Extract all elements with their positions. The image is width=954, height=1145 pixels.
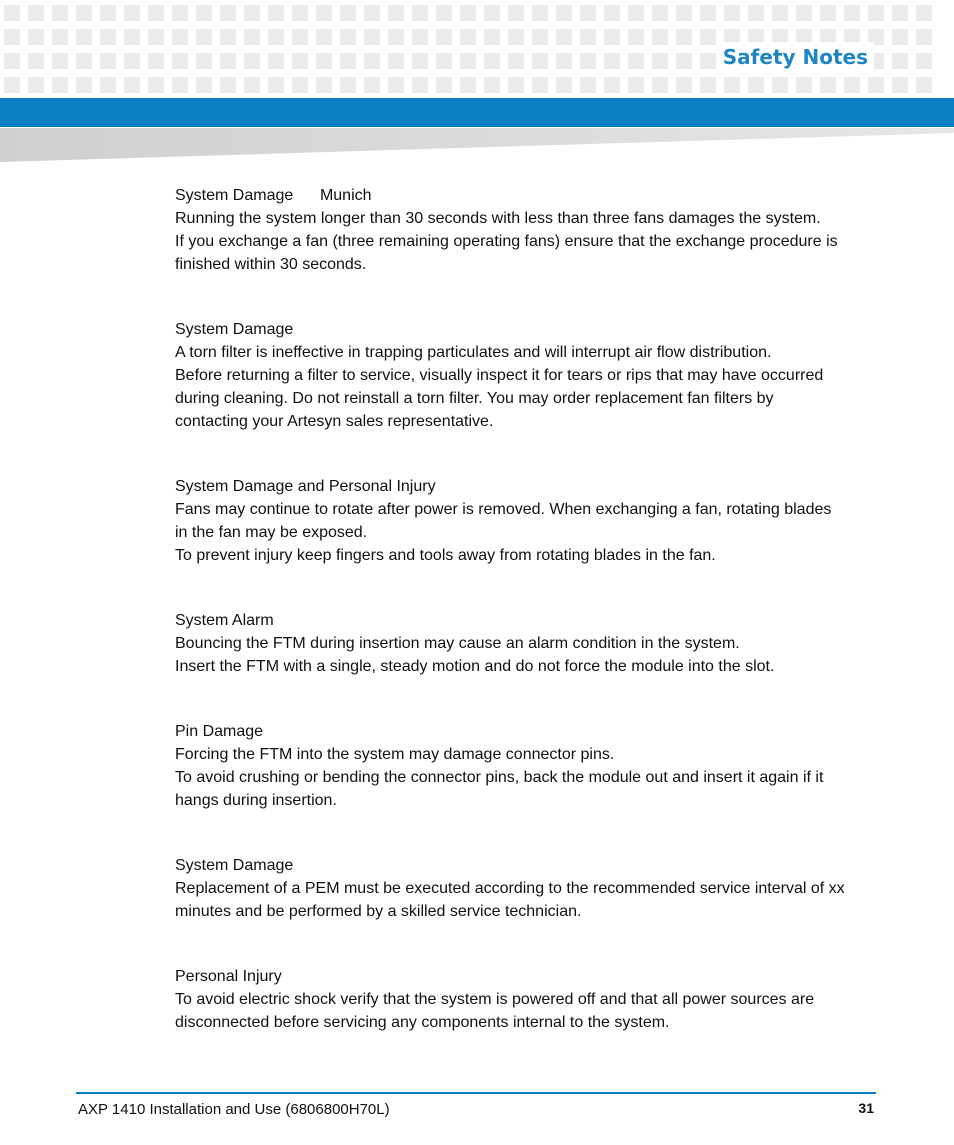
- page-title: Safety Notes: [717, 42, 874, 72]
- note-text: contacting your Artesyn sales representative.: [175, 413, 494, 430]
- note-text: disconnected before servicing any components internal to the system.: [175, 1014, 670, 1031]
- note-title: Personal Injury: [175, 968, 282, 985]
- note-title: System Damage and Personal Injury: [175, 478, 436, 495]
- note-title: System Damage: [175, 321, 294, 338]
- safety-note: [175, 965, 880, 1034]
- safety-note: [175, 318, 880, 433]
- header-grey-wedge: [0, 128, 954, 164]
- note-text: To avoid electric shock verify that the system is powered off and that all power sources are: [175, 991, 815, 1008]
- note-text: Bouncing the FTM during insertion may cause an alarm condition in the system.: [175, 635, 740, 652]
- note-text: finished within 30 seconds.: [175, 256, 367, 273]
- note-text: Replacement of a PEM must be executed according to the recommended service interval of xx: [175, 880, 845, 897]
- header-blue-band: [0, 98, 954, 127]
- note-text: hangs during insertion.: [175, 792, 337, 809]
- safety-note: [175, 854, 880, 923]
- page-number: 31: [858, 1100, 874, 1116]
- note-title: Pin Damage: [175, 723, 264, 740]
- safety-note: [175, 184, 880, 276]
- note-text: A torn filter is ineffective in trapping particulates and will interrupt air flow distribution.: [175, 344, 772, 361]
- note-title: System Alarm: [175, 612, 274, 629]
- footer-document-title: AXP 1410 Installation and Use (6806800H70L): [78, 1101, 390, 1118]
- note-text: Fans may continue to rotate after power is removed. When exchanging a fan, rotating blades: [175, 501, 832, 518]
- footer-divider: [76, 1092, 876, 1094]
- note-text: To avoid crushing or bending the connector pins, back the module out and insert it again if it: [175, 769, 824, 786]
- note-text: To prevent injury keep fingers and tools away from rotating blades in the fan.: [175, 547, 716, 564]
- safety-note: [175, 720, 880, 812]
- safety-note: [175, 475, 880, 567]
- note-text: during cleaning. Do not reinstall a torn filter. You may order replacement fan filters by: [175, 390, 774, 407]
- safety-note: [175, 609, 880, 678]
- note-text: in the fan may be exposed.: [175, 524, 368, 541]
- note-text: If you exchange a fan (three remaining operating fans) ensure that the exchange procedure is: [175, 233, 838, 250]
- note-text: Insert the FTM with a single, steady motion and do not force the module into the slot.: [175, 658, 775, 675]
- note-text: Forcing the FTM into the system may damage connector pins.: [175, 746, 615, 763]
- note-text: minutes and be performed by a skilled service technician.: [175, 903, 582, 920]
- safety-notes-list: [175, 184, 880, 1076]
- note-text: Before returning a filter to service, visually inspect it for tears or rips that may have occurred: [175, 367, 824, 384]
- note-text: Running the system longer than 30 seconds with less than three fans damages the system.: [175, 210, 821, 227]
- note-title: System Damage: [175, 857, 294, 874]
- note-title: System Damage Munich: [175, 187, 372, 204]
